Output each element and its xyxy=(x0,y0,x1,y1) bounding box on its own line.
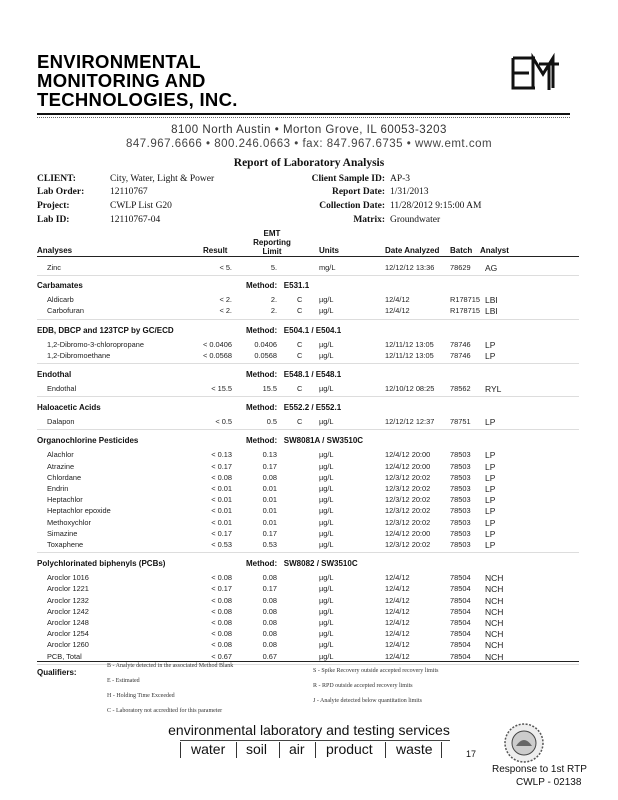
analyte-batch: 78503 xyxy=(450,484,471,493)
table-row xyxy=(0,607,618,617)
analyte-date-analyzed: 12/3/12 20:02 xyxy=(385,517,431,527)
company-name-line-1: ENVIRONMENTAL xyxy=(37,51,201,72)
analyte-date-analyzed: 12/4/12 xyxy=(385,573,410,583)
analyte-units: µg/L xyxy=(319,506,334,516)
analyte-reporting-limit: 0.08 xyxy=(262,640,277,650)
analyte-date-analyzed: 12/4/12 xyxy=(385,306,410,316)
services-separator xyxy=(315,742,316,758)
analyte-name: PCB, Total xyxy=(47,651,82,661)
analyte-analyst: NCH xyxy=(485,640,504,651)
analyte-qualifier: C xyxy=(297,295,303,305)
analyte-batch: 78504 xyxy=(450,584,471,594)
analyte-reporting-limit: 0.08 xyxy=(262,573,277,583)
table-row xyxy=(0,484,618,494)
qualifier-h: H - Holding Time Exceeded xyxy=(107,693,175,699)
qualifier-s: S - Spike Recovery outside accepted recovery limits xyxy=(313,668,439,674)
group-title: Endothal xyxy=(37,370,72,379)
analyte-reporting-limit: 0.08 xyxy=(262,606,277,616)
table-row xyxy=(0,618,618,628)
method-label: Method: xyxy=(246,436,278,446)
service-air: air xyxy=(289,741,305,757)
analyte-units: µg/L xyxy=(319,306,334,316)
analyte-units: µg/L xyxy=(319,339,334,349)
group-method xyxy=(246,559,358,568)
analyte-analyst: LP xyxy=(485,495,496,506)
analyte-date-analyzed: 12/4/12 xyxy=(385,640,410,650)
table-row xyxy=(0,473,618,483)
company-name-line-2: MONITORING AND xyxy=(37,70,206,91)
services-separator xyxy=(180,742,181,758)
analyte-analyst: NCH xyxy=(485,606,504,617)
group-method xyxy=(246,326,341,335)
row-separator xyxy=(37,429,579,430)
col-analyst: Analyst xyxy=(480,246,509,255)
method-label: Method: xyxy=(246,403,278,413)
lab-order-label: Lab Order: xyxy=(37,187,85,197)
analyte-date-analyzed: 12/3/12 20:02 xyxy=(385,495,431,505)
table-row xyxy=(0,462,618,472)
analyte-reporting-limit: 0.17 xyxy=(262,461,277,471)
analyte-reporting-limit: 0.13 xyxy=(262,450,277,460)
analyte-date-analyzed: 12/4/12 20:00 xyxy=(385,461,431,471)
analyte-date-analyzed: 12/4/12 20:00 xyxy=(385,450,431,460)
analyte-result: < 0.01 xyxy=(211,495,232,505)
lab-id-label: Lab ID: xyxy=(37,215,70,225)
analyte-units: µg/L xyxy=(319,461,334,471)
header-rule xyxy=(37,113,570,115)
analyte-result: < 0.0406 xyxy=(203,339,232,349)
analyte-units: µg/L xyxy=(319,384,334,393)
row-separator xyxy=(37,319,579,320)
analyte-analyst: NCH xyxy=(485,595,504,606)
qualifiers-rule xyxy=(37,661,579,662)
service-waste: waste xyxy=(396,741,433,757)
table-row xyxy=(0,540,618,550)
analyte-name: Aroclor 1016 xyxy=(47,573,89,583)
analyte-result: < 0.53 xyxy=(211,540,232,549)
page-number: 17 xyxy=(466,749,477,759)
analyte-result: < 0.08 xyxy=(211,595,232,605)
services-separator xyxy=(236,742,237,758)
row-separator xyxy=(37,552,579,553)
table-row xyxy=(0,495,618,505)
group-method xyxy=(246,281,309,290)
analyte-result: < 0.17 xyxy=(211,461,232,471)
company-phones: 847.967.6666 • 800.246.0663 • fax: 847.967.6735 • www.emt.com xyxy=(125,138,493,150)
analyte-analyst: NCH xyxy=(485,584,504,595)
analyte-name: 1,2-Dibromo-3-chloropropane xyxy=(47,339,144,349)
emt-logo-icon xyxy=(505,52,563,94)
analyte-reporting-limit: 0.5 xyxy=(266,417,277,427)
analyte-units: µg/L xyxy=(319,417,334,427)
analyte-analyst: NCH xyxy=(485,573,504,584)
analyte-units: µg/L xyxy=(319,606,334,616)
table-row xyxy=(0,295,618,305)
analyte-date-analyzed: 12/3/12 20:02 xyxy=(385,506,431,516)
analyte-date-analyzed: 12/12/12 12:37 xyxy=(385,417,435,427)
analyte-name: Carbofuran xyxy=(47,306,84,316)
analyte-units: µg/L xyxy=(319,495,334,505)
table-row xyxy=(0,596,618,606)
analyte-batch: 78504 xyxy=(450,595,471,605)
column-header-rule xyxy=(37,256,579,257)
analyte-analyst: LP xyxy=(485,350,496,361)
matrix-label: Matrix: xyxy=(353,215,385,225)
table-row xyxy=(0,384,618,394)
analyte-batch: 78504 xyxy=(450,651,471,661)
analyte-date-analyzed: 12/10/12 08:25 xyxy=(385,384,435,393)
row-separator xyxy=(37,396,579,397)
analyte-name: Chlordane xyxy=(47,472,82,482)
col-batch: Batch xyxy=(450,246,473,255)
client-value: City, Water, Light & Power xyxy=(110,174,215,184)
analyte-units: µg/L xyxy=(319,295,334,305)
row-separator xyxy=(37,363,579,364)
group-title: EDB, DBCP and 123TCP by GC/ECD xyxy=(37,325,174,335)
analyte-name: Endrin xyxy=(47,484,69,493)
services-separator xyxy=(441,742,442,758)
analyte-result: < 0.08 xyxy=(211,606,232,616)
analyte-batch: 78503 xyxy=(450,517,471,527)
analyte-result: < 2. xyxy=(219,306,232,316)
sample-id-label: Client Sample ID: xyxy=(311,174,385,184)
qualifiers-label: Qualifiers: xyxy=(37,668,77,677)
analyte-units: µg/L xyxy=(319,618,334,627)
analyte-reporting-limit: 0.01 xyxy=(262,517,277,527)
company-address: 8100 North Austin • Morton Grove, IL 60053-3203 xyxy=(171,124,447,136)
analyte-result: < 0.17 xyxy=(211,528,232,538)
analyte-analyst: LP xyxy=(485,540,496,550)
analyte-units: µg/L xyxy=(319,540,334,549)
analyte-date-analyzed: 12/11/12 13:05 xyxy=(385,339,434,349)
analyte-name: Aroclor 1242 xyxy=(47,606,89,616)
analyte-batch: R178715 xyxy=(450,295,480,305)
group-title: Carbamates xyxy=(37,281,83,291)
analyte-units: µg/L xyxy=(319,629,334,639)
qualifier-e: E - Estimated xyxy=(107,678,140,684)
analyte-analyst: LP xyxy=(485,339,496,350)
lab-order-value: 12110767 xyxy=(110,187,148,197)
analyte-qualifier: C xyxy=(297,306,303,316)
analyte-qualifier: C xyxy=(297,384,303,393)
analyte-analyst: NCH xyxy=(485,629,504,640)
analyte-reporting-limit: 0.17 xyxy=(262,528,277,538)
col-reporting-line-1: EMT xyxy=(263,229,281,238)
analyte-batch: 78503 xyxy=(450,495,471,505)
analyte-result: < 15.5 xyxy=(211,384,232,393)
project-value: CWLP List G20 xyxy=(110,201,172,211)
analyte-analyst: AG xyxy=(485,263,498,273)
analyte-reporting-limit: 0.08 xyxy=(262,472,277,482)
analyte-reporting-limit: 0.08 xyxy=(262,629,277,639)
col-units: Units xyxy=(319,246,339,255)
analyte-batch: 78746 xyxy=(450,339,471,349)
analyte-units: µg/L xyxy=(319,584,334,594)
method-value: SW8082 / SW3510C xyxy=(283,559,358,569)
analyte-name: Alachlor xyxy=(47,450,74,460)
analyte-name: Aldicarb xyxy=(47,295,74,305)
analyte-name: Aroclor 1232 xyxy=(47,595,89,605)
analyte-date-analyzed: 12/4/12 xyxy=(385,606,410,616)
qualifier-r: R - RPD outside accepted recovery limits xyxy=(313,683,413,689)
collection-date-value: 11/28/2012 9:15:00 AM xyxy=(390,201,482,211)
analyte-date-analyzed: 12/4/12 xyxy=(385,595,410,605)
table-row xyxy=(0,629,618,639)
table-row xyxy=(0,573,618,583)
method-label: Method: xyxy=(246,281,278,291)
analyte-name: Zinc xyxy=(47,263,61,272)
analyte-date-analyzed: 12/4/12 xyxy=(385,651,410,661)
service-product: product xyxy=(326,741,373,757)
analyte-batch: 78503 xyxy=(450,450,471,460)
header-rule-dotted xyxy=(37,117,570,118)
report-date-value: 1/31/2013 xyxy=(390,187,429,197)
analyte-reporting-limit: 0.0568 xyxy=(254,350,277,360)
analyte-analyst: LP xyxy=(485,506,496,517)
client-label: CLIENT: xyxy=(37,174,76,184)
analyte-date-analyzed: 12/4/12 xyxy=(385,618,410,627)
method-value: E531.1 xyxy=(283,281,310,291)
analyte-units: µg/L xyxy=(319,472,334,482)
analyte-name: Simazine xyxy=(47,528,78,538)
analyte-qualifier: C xyxy=(297,350,303,360)
report-title: Report of Laboratory Analysis xyxy=(233,157,385,169)
analyte-analyst: LBI xyxy=(485,306,498,317)
analyte-batch: 78503 xyxy=(450,472,471,482)
analyte-result: < 0.67 xyxy=(211,651,232,661)
matrix-value: Groundwater xyxy=(390,215,441,225)
sample-id-value: AP-3 xyxy=(390,174,411,184)
analyte-name: Aroclor 1248 xyxy=(47,618,89,627)
analyte-reporting-limit: 0.01 xyxy=(262,484,277,493)
qualifier-j: J - Analyte detected below quantitation limits xyxy=(313,698,422,704)
project-label: Project: xyxy=(37,201,70,211)
analyte-batch: 78504 xyxy=(450,618,471,627)
analyte-name: Dalapon xyxy=(47,417,75,427)
analyte-units: µg/L xyxy=(319,484,334,493)
analyte-result: < 0.01 xyxy=(211,484,232,493)
analyte-date-analyzed: 12/4/12 xyxy=(385,629,410,639)
analyte-batch: 78503 xyxy=(450,540,471,549)
table-row xyxy=(0,506,618,516)
lab-id-value: 12110767-04 xyxy=(110,215,161,225)
table-row xyxy=(0,518,618,528)
analyte-result: < 0.08 xyxy=(211,640,232,650)
analyte-result: < 0.08 xyxy=(211,618,232,627)
analyte-analyst: LP xyxy=(485,472,496,483)
analyte-result: < 0.13 xyxy=(211,450,232,460)
analyte-units: µg/L xyxy=(319,640,334,650)
analyte-result: < 0.01 xyxy=(211,506,232,516)
col-date-analyzed: Date Analyzed xyxy=(385,246,440,255)
analyte-units: µg/L xyxy=(319,651,334,661)
analyte-analyst: LP xyxy=(485,461,496,472)
analyte-reporting-limit: 2. xyxy=(270,295,277,305)
group-title: Haloacetic Acids xyxy=(37,403,101,413)
analyte-name: Heptachlor epoxide xyxy=(47,506,111,516)
method-label: Method: xyxy=(246,325,278,335)
analyte-name: Heptachlor xyxy=(47,495,83,505)
analyte-batch: 78504 xyxy=(450,640,471,650)
analyte-analyst: LBI xyxy=(485,295,498,306)
analyte-analyst: LP xyxy=(485,450,496,461)
analyte-name: Atrazine xyxy=(47,461,75,471)
analyte-date-analyzed: 12/4/12 xyxy=(385,295,410,305)
analyte-reporting-limit: 0.67 xyxy=(262,651,277,661)
analyte-analyst: NCH xyxy=(485,618,504,628)
col-result: Result xyxy=(203,246,228,255)
table-row xyxy=(0,351,618,361)
analyte-reporting-limit: 0.01 xyxy=(262,506,277,516)
analyte-name: Methoxychlor xyxy=(47,517,91,527)
analyte-units: µg/L xyxy=(319,350,334,360)
collection-date-label: Collection Date: xyxy=(319,201,385,211)
analyte-date-analyzed: 12/11/12 13:05 xyxy=(385,350,434,360)
document-id: CWLP - 02138 xyxy=(516,777,582,788)
analyte-date-analyzed: 12/4/12 xyxy=(385,584,410,594)
analyte-analyst: RYL xyxy=(485,384,502,394)
table-row xyxy=(0,640,618,650)
analyte-reporting-limit: 0.08 xyxy=(262,595,277,605)
method-label: Method: xyxy=(246,370,278,379)
group-method xyxy=(246,436,363,445)
analyte-date-analyzed: 12/3/12 20:02 xyxy=(385,484,431,493)
report-date-label: Report Date: xyxy=(331,187,385,197)
analyte-analyst: LP xyxy=(485,417,496,428)
method-value: SW8081A / SW3510C xyxy=(283,436,364,446)
analyte-batch: R178715 xyxy=(450,306,480,316)
analyte-result: < 0.01 xyxy=(211,517,232,527)
service-water: water xyxy=(191,741,226,757)
analyte-batch: 78504 xyxy=(450,629,471,639)
accreditation-seal-icon xyxy=(503,722,545,764)
analyte-result: < 0.5 xyxy=(215,417,232,427)
analyte-analyst: NCH xyxy=(485,651,504,662)
table-row xyxy=(0,340,618,350)
col-analyses: Analyses xyxy=(37,246,73,255)
analyte-units: µg/L xyxy=(319,517,334,527)
analyte-reporting-limit: 2. xyxy=(270,306,277,316)
company-name xyxy=(37,52,238,109)
analyte-name: Toxaphene xyxy=(47,540,84,549)
table-row xyxy=(0,306,618,316)
analyte-reporting-limit: 0.53 xyxy=(262,540,277,549)
analyte-name: Aroclor 1260 xyxy=(47,640,89,650)
analyte-reporting-limit: 0.01 xyxy=(262,495,277,505)
analyte-units: µg/L xyxy=(319,450,334,460)
analyte-analyst: LP xyxy=(485,517,496,528)
analyte-reporting-limit: 5. xyxy=(270,263,277,272)
table-row xyxy=(0,450,618,460)
analyte-analyst: LP xyxy=(485,528,496,539)
analyte-name: Aroclor 1221 xyxy=(47,584,89,594)
group-title: Polychlorinated biphenyls (PCBs) xyxy=(37,559,166,569)
col-reporting-limit xyxy=(236,229,308,256)
table-row xyxy=(0,584,618,594)
analyte-reporting-limit: 0.08 xyxy=(262,618,277,627)
analyte-units: mg/L xyxy=(319,263,336,272)
analyte-name: 1,2-Dibromoethane xyxy=(47,350,111,360)
analyte-qualifier: C xyxy=(297,417,303,427)
analyte-reporting-limit: 0.0406 xyxy=(254,339,277,349)
analyte-name: Endothal xyxy=(47,384,77,393)
service-soil: soil xyxy=(246,741,268,757)
analyte-date-analyzed: 12/12/12 13:36 xyxy=(385,263,435,272)
analyte-date-analyzed: 12/4/12 20:00 xyxy=(385,528,431,538)
col-reporting-line-3: Limit xyxy=(262,247,282,256)
table-row xyxy=(0,529,618,539)
analyte-result: < 0.08 xyxy=(211,629,232,639)
services-separator xyxy=(279,742,280,758)
analyte-units: µg/L xyxy=(319,528,334,538)
services-separator xyxy=(385,742,386,758)
analyte-batch: 78503 xyxy=(450,461,471,471)
analyte-result: < 0.08 xyxy=(211,472,232,482)
analyte-analyst: LP xyxy=(485,484,496,494)
analyte-batch: 78746 xyxy=(450,350,471,360)
method-value: E504.1 / E504.1 xyxy=(283,325,342,335)
analyte-name: Aroclor 1254 xyxy=(47,629,89,639)
analyte-result: < 0.0568 xyxy=(203,350,232,360)
group-method xyxy=(246,403,341,412)
method-value: E548.1 / E548.1 xyxy=(283,370,342,379)
method-value: E552.2 / E552.1 xyxy=(283,403,342,413)
analyte-reporting-limit: 0.17 xyxy=(262,584,277,594)
analyte-result: < 0.17 xyxy=(211,584,232,594)
analyte-date-analyzed: 12/3/12 20:02 xyxy=(385,472,431,482)
table-row xyxy=(0,263,618,273)
analyte-batch: 78629 xyxy=(450,263,471,272)
analyte-batch: 78751 xyxy=(450,417,471,427)
row-separator xyxy=(37,275,579,276)
group-method xyxy=(246,370,341,379)
response-label: Response to 1st RTP xyxy=(492,764,587,775)
analyte-batch: 78504 xyxy=(450,573,471,583)
analyte-date-analyzed: 12/3/12 20:02 xyxy=(385,540,431,549)
analyte-reporting-limit: 15.5 xyxy=(262,384,277,393)
analyte-result: < 5. xyxy=(219,263,232,272)
analyte-batch: 78562 xyxy=(450,384,471,393)
table-row xyxy=(0,417,618,427)
analyte-qualifier: C xyxy=(297,339,303,349)
analyte-batch: 78503 xyxy=(450,528,471,538)
analyte-batch: 78503 xyxy=(450,506,471,516)
qualifier-b: B - Analyte detected in the associated Method Blank xyxy=(107,663,234,669)
method-label: Method: xyxy=(246,559,278,569)
analyte-batch: 78504 xyxy=(450,606,471,616)
services-title: environmental laboratory and testing services xyxy=(168,722,450,738)
analyte-units: µg/L xyxy=(319,595,334,605)
analyte-result: < 2. xyxy=(219,295,232,305)
analyte-result: < 0.08 xyxy=(211,573,232,583)
group-title: Organochlorine Pesticides xyxy=(37,436,139,446)
company-name-line-3: TECHNOLOGIES, INC. xyxy=(37,89,238,110)
qualifier-c: C - Laboratory not accredited for this parameter xyxy=(107,708,223,714)
analyte-units: µg/L xyxy=(319,573,334,583)
col-reporting-line-2: Reporting xyxy=(253,238,291,247)
